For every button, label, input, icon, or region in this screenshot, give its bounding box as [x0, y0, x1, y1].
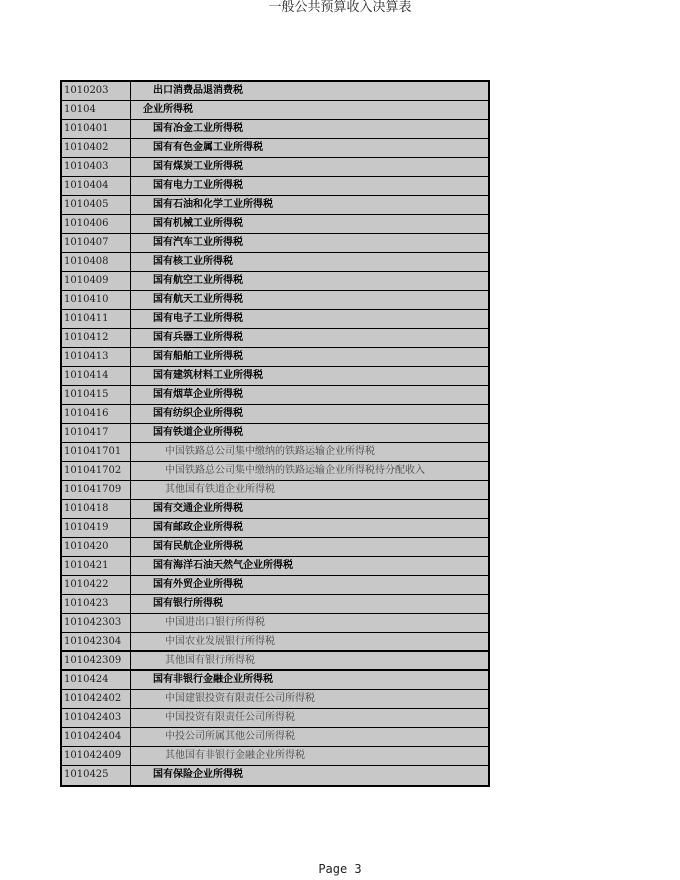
subject-code-cell: 1010408 [62, 253, 131, 271]
subject-code-cell: 1010414 [62, 367, 131, 385]
subject-code-cell: 101042402 [62, 690, 131, 708]
subject-name-cell: 国有铁道企业所得税 [153, 427, 243, 438]
subject-name-cell: 出口消费品退消费税 [153, 85, 243, 96]
subject-code-cell: 1010410 [62, 291, 131, 309]
subject-code-cell: 1010402 [62, 139, 131, 157]
subject-name-cell: 国有海洋石油天然气企业所得税 [153, 560, 293, 571]
subject-code-cell: 101042404 [62, 728, 131, 746]
subject-name-cell: 国有外贸企业所得税 [153, 579, 243, 590]
subject-name-cell: 其他国有银行所得税 [165, 655, 255, 666]
table-row [62, 139, 488, 158]
subject-name-cell: 国有兵器工业所得税 [153, 332, 243, 343]
table-row [62, 614, 488, 633]
subject-name-cell: 中国铁路总公司集中缴纳的铁路运输企业所得税 [165, 446, 375, 457]
table-row [62, 747, 488, 766]
table-row [62, 253, 488, 272]
subject-name-cell: 国有冶金工业所得税 [153, 123, 243, 134]
table-row [62, 101, 488, 120]
subject-code-cell: 1010412 [62, 329, 131, 347]
subject-code-cell: 1010425 [62, 766, 131, 785]
subject-name-cell: 其他国有铁道企业所得税 [165, 484, 275, 495]
subject-name-cell: 国有烟草企业所得税 [153, 389, 243, 400]
subject-name-cell: 国有机械工业所得税 [153, 218, 243, 229]
subject-name-cell: 国有船舶工业所得税 [153, 351, 243, 362]
subject-name-cell: 中投公司所属其他公司所得税 [165, 731, 295, 742]
table-row [62, 329, 488, 348]
table-row [62, 576, 488, 595]
subject-name-cell: 中国进出口银行所得税 [165, 617, 265, 628]
table-row [62, 690, 488, 709]
subject-name-cell: 国有航空工业所得税 [153, 275, 243, 286]
subject-code-cell: 1010406 [62, 215, 131, 233]
table-row [62, 766, 488, 785]
subject-code-cell: 101042303 [62, 614, 131, 632]
table-row [62, 462, 488, 481]
table-row [62, 633, 488, 652]
subject-code-cell: 101041702 [62, 462, 131, 480]
table-row [62, 652, 488, 671]
table-row [62, 120, 488, 139]
table-row [62, 405, 488, 424]
subject-code-cell: 1010404 [62, 177, 131, 195]
table-row [62, 671, 488, 690]
page-number: Page 3 [318, 862, 362, 876]
table-row [62, 500, 488, 519]
subject-name-cell: 国有非银行金融企业所得税 [153, 674, 273, 685]
table-row [62, 348, 488, 367]
subject-code-cell: 101041701 [62, 443, 131, 461]
table-row [62, 310, 488, 329]
subject-code-cell: 1010415 [62, 386, 131, 404]
subject-name-cell: 国有邮政企业所得税 [153, 522, 243, 533]
subject-code-cell: 1010203 [62, 82, 131, 100]
subject-code-cell: 1010411 [62, 310, 131, 328]
subject-code-cell: 1010409 [62, 272, 131, 290]
subject-name-cell: 国有汽车工业所得税 [153, 237, 243, 248]
subject-name-cell: 国有建筑材料工业所得税 [153, 370, 263, 381]
subject-name-cell: 中国铁路总公司集中缴纳的铁路运输企业所得税待分配收入 [165, 465, 425, 476]
subject-code-cell: 101042409 [62, 747, 131, 765]
subject-code-cell: 10104 [62, 101, 131, 119]
subject-name-cell: 中国农业发展银行所得税 [165, 636, 275, 647]
subject-code-cell: 1010418 [62, 500, 131, 518]
subject-code-cell: 1010419 [62, 519, 131, 537]
subject-code-cell: 1010401 [62, 120, 131, 138]
subject-code-cell: 1010420 [62, 538, 131, 556]
table-row [62, 215, 488, 234]
subject-name-cell: 国有电子工业所得税 [153, 313, 243, 324]
subject-name-cell: 国有银行所得税 [153, 598, 223, 609]
table-row [62, 519, 488, 538]
table-row [62, 424, 488, 443]
subject-code-cell: 1010417 [62, 424, 131, 442]
subject-name-cell: 国有煤炭工业所得税 [153, 161, 243, 172]
table-row [62, 443, 488, 462]
table-row [62, 728, 488, 747]
table-row [62, 367, 488, 386]
subject-code-cell: 1010424 [62, 671, 131, 689]
subject-code-cell: 101042309 [62, 652, 131, 669]
subject-code-cell: 101042304 [62, 633, 131, 650]
subject-name-cell: 企业所得税 [143, 104, 193, 115]
subject-name-cell: 中国建银投资有限责任公司所得税 [165, 693, 315, 704]
document-title: 一般公共预算收入决算表 [268, 0, 412, 15]
table-row [62, 158, 488, 177]
table-row [62, 595, 488, 614]
subject-name-cell: 国有交通企业所得税 [153, 503, 243, 514]
subject-name-cell: 中国投资有限责任公司所得税 [165, 712, 295, 723]
subject-name-cell: 国有纺织企业所得税 [153, 408, 243, 419]
table-row [62, 386, 488, 405]
table-row [62, 234, 488, 253]
subject-code-cell: 1010422 [62, 576, 131, 594]
subject-code-cell: 1010407 [62, 234, 131, 252]
table-row [62, 272, 488, 291]
subject-code-cell: 1010421 [62, 557, 131, 575]
table-row [62, 481, 488, 500]
subject-code-cell: 1010403 [62, 158, 131, 176]
subject-name-cell: 国有电力工业所得税 [153, 180, 243, 191]
subject-code-cell: 1010413 [62, 348, 131, 366]
table-row [62, 196, 488, 215]
budget-table [60, 80, 490, 787]
subject-code-cell: 101041709 [62, 481, 131, 499]
table-row [62, 82, 488, 101]
subject-code-cell: 1010405 [62, 196, 131, 214]
subject-name-cell: 国有核工业所得税 [153, 256, 233, 267]
table-row [62, 709, 488, 728]
table-row [62, 557, 488, 576]
subject-name-cell: 国有保险企业所得税 [153, 769, 243, 780]
subject-code-cell: 1010423 [62, 595, 131, 613]
subject-code-cell: 1010416 [62, 405, 131, 423]
table-row [62, 291, 488, 310]
subject-name-cell: 国有民航企业所得税 [153, 541, 243, 552]
subject-name-cell: 国有石油和化学工业所得税 [153, 199, 273, 210]
table-row [62, 538, 488, 557]
subject-code-cell: 101042403 [62, 709, 131, 727]
subject-name-cell: 国有有色金属工业所得税 [153, 142, 263, 153]
table-row [62, 177, 488, 196]
subject-name-cell: 国有航天工业所得税 [153, 294, 243, 305]
subject-name-cell: 其他国有非银行金融企业所得税 [165, 750, 305, 761]
